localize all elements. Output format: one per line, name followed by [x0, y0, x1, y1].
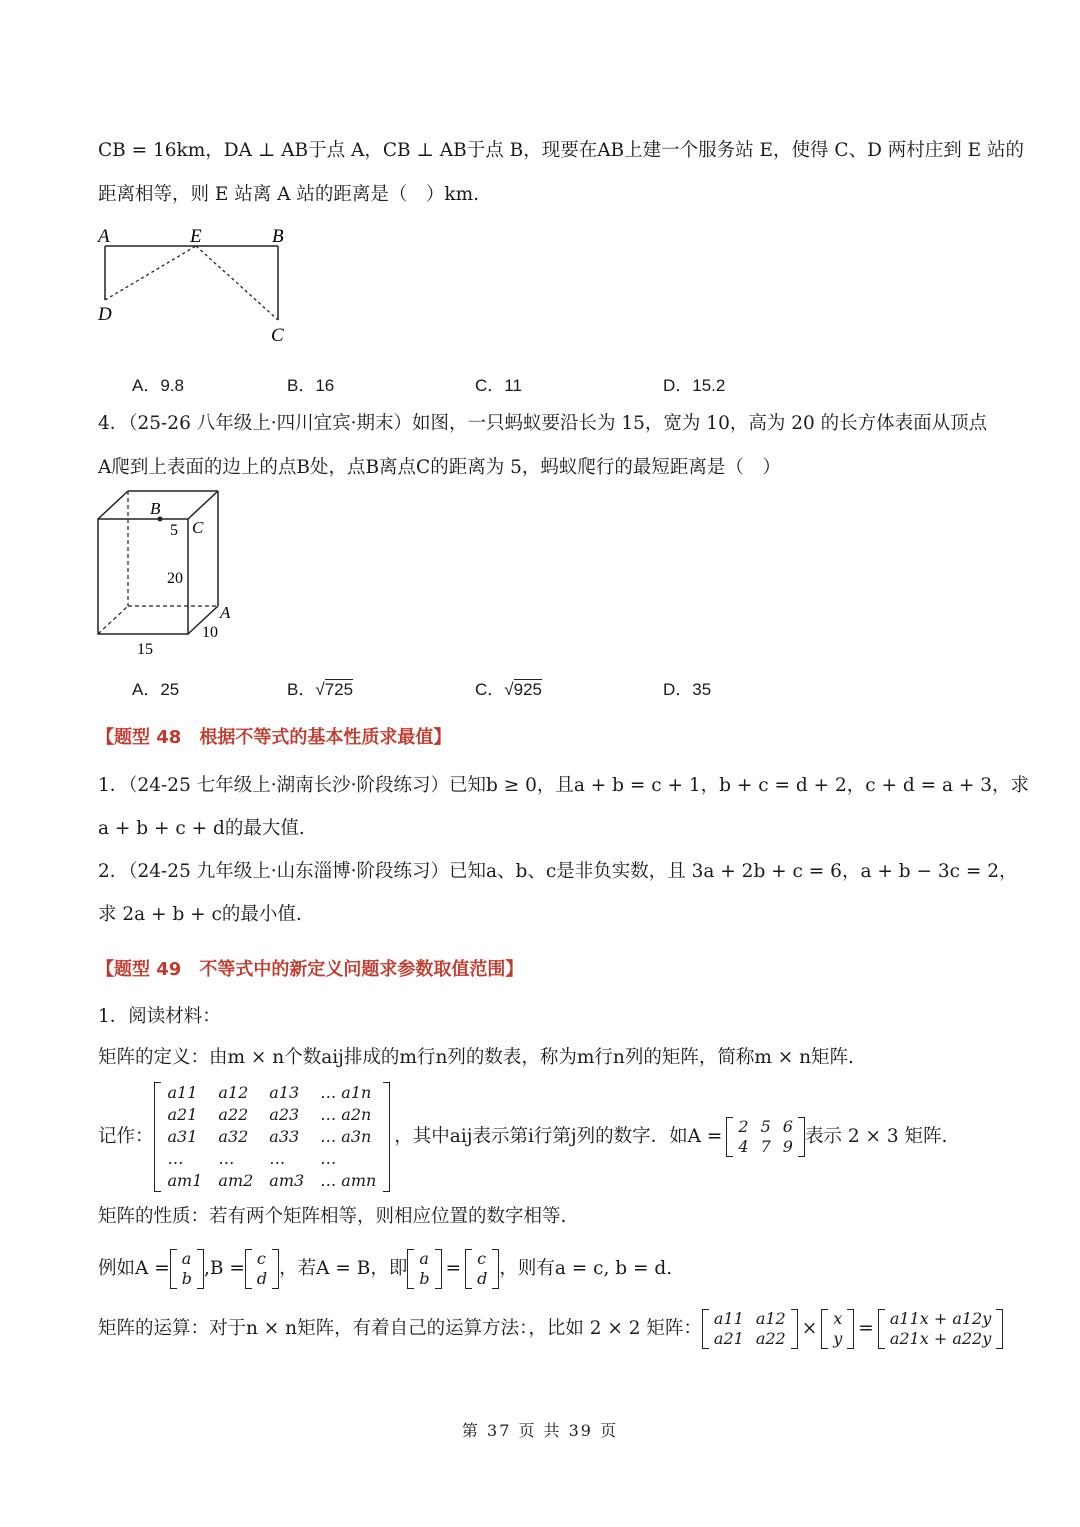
matrix-cell: c	[256, 1249, 266, 1268]
q4-option-a: A．25	[132, 680, 180, 699]
q4-label-A: A	[220, 603, 231, 622]
s48-q1-line1: 1．（24-25 七年级上·湖南长沙·阶段练习）已知b ≥ 0，且a + b = c + 1，b + c = d + 2，c + d = a + 3，求	[98, 775, 1030, 796]
example-matrix	[726, 1117, 805, 1157]
q4-option-c-prefix: C．	[475, 680, 505, 699]
matrix-cell: am3	[269, 1171, 305, 1190]
op-prefix: 矩阵的运算：对于n × n矩阵，有着自己的运算方法：，比如 2 × 2 矩阵：	[98, 1318, 702, 1339]
matrix-cell: a	[181, 1249, 192, 1268]
sqrt-icon: √	[315, 680, 325, 699]
s49-property: 矩阵的性质：若有两个矩阵相等，则相应位置的数字相等.	[98, 1206, 567, 1227]
op-eq: =	[858, 1318, 874, 1339]
q4-option-c	[475, 675, 542, 700]
op-matrix	[702, 1309, 798, 1349]
matrix-cell: …	[167, 1149, 184, 1168]
matrix-cell: …	[218, 1149, 235, 1168]
col-matrix-ab-2	[407, 1249, 441, 1289]
page-footer: 第 37 页 共 39 页	[461, 1421, 619, 1440]
matrix-cell: c	[477, 1249, 487, 1268]
q3-option-d: D．15.2	[663, 376, 726, 395]
matrix-cell: a12	[218, 1083, 249, 1102]
s48-q1-line2: a + b + c + d的最大值.	[98, 818, 305, 839]
example-prefix: 例如A =	[98, 1258, 170, 1279]
s48-q2-line1: 2．（24-25 九年级上·山东淄博·阶段练习）已知a、b、c是非负实数，且 3a + 2b + c = 6，a + b − 3c = 2，	[98, 861, 1018, 882]
matrix-cell: … a3n	[320, 1127, 372, 1146]
notation-suffix: 表示 2 × 3 矩阵.	[804, 1126, 948, 1147]
matrix-cell: … a1n	[320, 1083, 372, 1102]
q3-label-A: A	[98, 226, 110, 247]
matrix-cell: 4	[738, 1137, 749, 1156]
q4-option-b	[287, 675, 353, 700]
matrix-cell: 9	[782, 1137, 793, 1156]
op-result	[878, 1309, 1003, 1349]
q4-option-b-prefix: B．	[287, 680, 316, 699]
notation-mid: ，其中aij表示第i行第j列的数字．如A =	[394, 1126, 723, 1147]
matrix-cell: a22	[218, 1105, 249, 1124]
matrix-cell: a13	[269, 1083, 300, 1102]
col-matrix-cd	[245, 1249, 279, 1289]
q4-label-15: 15	[137, 641, 153, 658]
notation-prefix: 记作：	[98, 1126, 154, 1147]
matrix-cell: a21	[713, 1329, 744, 1348]
s49-operation-line	[98, 1304, 1003, 1354]
q4-label-5: 5	[170, 522, 178, 539]
matrix-cell: …	[269, 1149, 286, 1168]
s49-q1-intro: 1．阅读材料：	[98, 1006, 221, 1027]
matrix-cell: 6	[782, 1117, 793, 1136]
q3-label-E: E	[190, 226, 202, 247]
matrix-cell: a	[419, 1249, 429, 1268]
matrix-cell: am1	[167, 1171, 203, 1190]
q3-text-line1: CB = 16km，DA ⊥ AB于点 A，CB ⊥ AB于点 B，现要在AB上建一个服务站 E，使得 C、D 两村庄到 E 站的	[98, 140, 1025, 161]
matrix-cell: a32	[218, 1127, 249, 1146]
matrix-cell: … amn	[320, 1171, 377, 1190]
example-B: ,B =	[204, 1258, 245, 1279]
q4-option-d: D．35	[663, 680, 712, 699]
matrix-cell: d	[477, 1269, 488, 1288]
matrix-cell: 5	[760, 1117, 771, 1136]
example-eq: =	[445, 1258, 462, 1279]
general-matrix	[154, 1082, 391, 1192]
matrix-cell: a12	[755, 1309, 786, 1328]
q4-text-line2: A爬到上表面的边上的点B处，点B离点C的距离为 5，蚂蚁爬行的最短距离是（ ）	[98, 457, 781, 478]
matrix-cell: b	[181, 1269, 192, 1288]
q4-label-10: 10	[202, 624, 218, 641]
matrix-cell: a33	[269, 1127, 300, 1146]
matrix-cell: b	[419, 1269, 430, 1288]
example-mid: ，若A = B，即	[279, 1258, 408, 1279]
s49-example-line	[98, 1244, 672, 1294]
col-matrix-ab	[170, 1249, 204, 1289]
q4-cuboid-figure	[90, 485, 250, 660]
section-49-title: 【题型 49 不等式中的新定义问题求参数取值范围】	[96, 959, 524, 980]
matrix-cell: 7	[760, 1137, 771, 1156]
matrix-cell: a22	[755, 1329, 786, 1348]
q3-figure	[90, 222, 310, 352]
col-matrix-cd-2	[465, 1249, 499, 1289]
q4-option-c-value: 925	[513, 680, 542, 699]
s49-definition: 矩阵的定义：由m × n个数aij排成的m行n列的数表，称为m行n列的矩阵，简称m × n矩阵.	[98, 1047, 854, 1068]
matrix-cell: 2	[738, 1117, 749, 1136]
q3-text-line2: 距离相等，则 E 站离 A 站的距离是（ ）km.	[98, 184, 480, 205]
matrix-cell: a21x + a22y	[889, 1329, 992, 1348]
q3-label-B: B	[272, 226, 284, 247]
op-times: ×	[801, 1318, 818, 1339]
matrix-cell: … a2n	[320, 1105, 372, 1124]
q3-option-c: C．11	[475, 376, 522, 395]
matrix-cell: d	[256, 1269, 268, 1288]
section-48-title: 【题型 48 根据不等式的基本性质求最值】	[96, 727, 452, 748]
matrix-cell: x	[833, 1309, 843, 1328]
matrix-cell: a11	[713, 1309, 744, 1328]
matrix-cell: am2	[218, 1171, 254, 1190]
q3-option-b: B．16	[287, 376, 335, 395]
matrix-cell: a23	[269, 1105, 300, 1124]
example-suffix: ，则有a = c, b = d.	[499, 1258, 673, 1279]
matrix-cell: y	[833, 1329, 843, 1348]
q3-option-a: A．9.8	[132, 376, 184, 395]
matrix-cell: a21	[167, 1105, 198, 1124]
sqrt-icon: √	[504, 680, 514, 699]
q4-label-C: C	[192, 518, 204, 537]
matrix-cell: …	[320, 1149, 337, 1168]
s48-q2-line2: 求 2a + b + c的最小值.	[98, 904, 302, 925]
q4-label-B: B	[150, 499, 161, 518]
q4-label-20: 20	[167, 570, 183, 587]
matrix-cell: a11x + a12y	[889, 1309, 992, 1328]
q4-text-line1: 4．（25-26 八年级上·四川宜宾·期末）如图，一只蚂蚁要沿长为 15，宽为 10，高为 20 的长方体表面从顶点	[98, 413, 988, 434]
matrix-cell: a31	[167, 1127, 198, 1146]
q3-label-C: C	[271, 325, 284, 346]
s49-notation-line	[98, 1082, 947, 1192]
q4-option-b-value: 725	[324, 680, 354, 699]
op-vector	[821, 1309, 854, 1349]
matrix-cell: a11	[167, 1083, 198, 1102]
q3-label-D: D	[98, 304, 112, 325]
